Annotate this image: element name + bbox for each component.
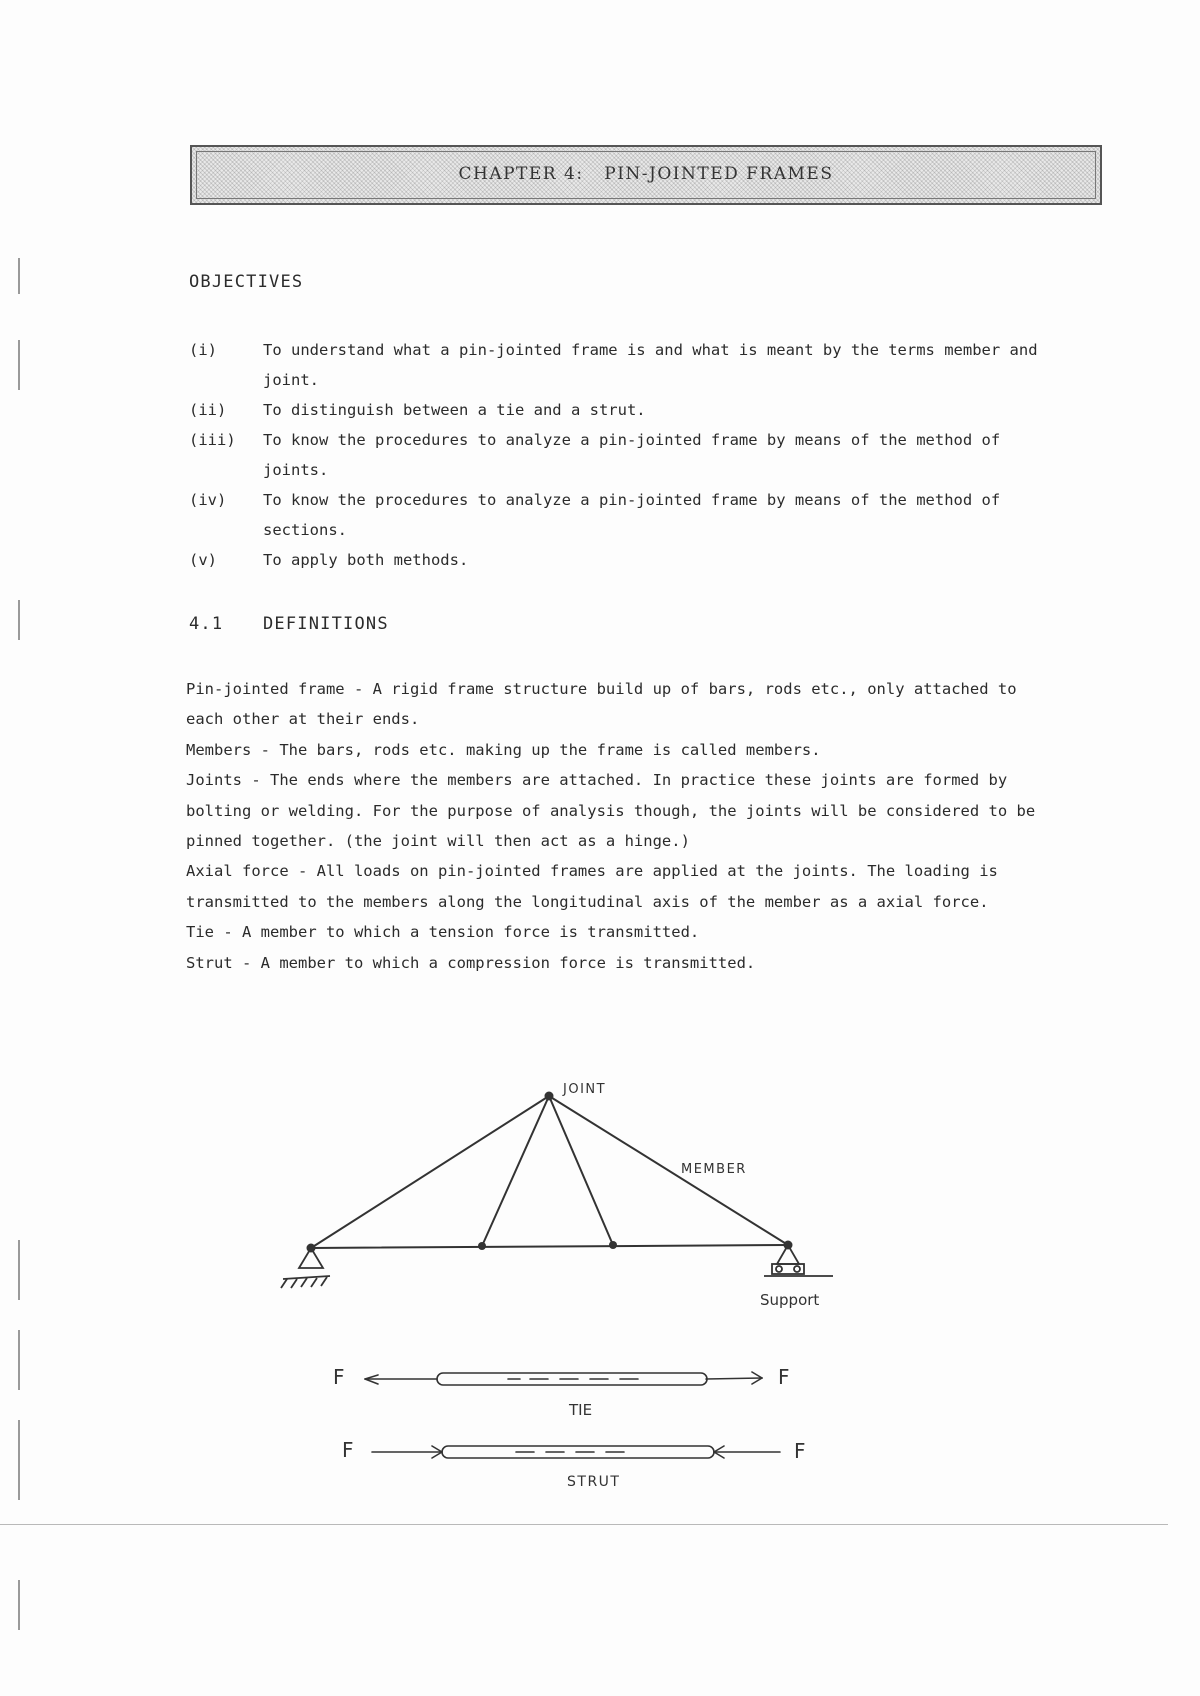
objective-number: (ii): [189, 401, 227, 419]
support-label: Support: [760, 1291, 820, 1309]
section-title: DEFINITIONS: [263, 614, 389, 634]
definition-members: Members - The bars, rods etc. making up the frame is called members.: [186, 740, 821, 759]
scan-edge-mark: [18, 340, 20, 390]
section-number: 4.1: [189, 614, 224, 634]
tie-label: TIE: [569, 1401, 593, 1419]
chapter-title: CHAPTER 4: PIN-JOINTED FRAMES: [458, 164, 834, 184]
scan-edge-mark: [18, 1580, 20, 1630]
objective-item: [189, 425, 1069, 485]
objective-text: To distinguish between a tie and a strut.: [263, 401, 646, 419]
member-label: MEMBER: [681, 1162, 747, 1177]
joint-node: [545, 1092, 554, 1101]
objective-number: (iii): [189, 431, 236, 449]
objective-number: (v): [189, 551, 217, 569]
objective-text: To know the procedures to analyze a pin-jointed frame by means of the method of sections.: [263, 491, 1001, 539]
joint-label: JOINT: [563, 1082, 607, 1097]
objective-item: [189, 545, 1069, 575]
definition-strut: Strut - A member to which a compression force is transmitted.: [186, 953, 756, 972]
tie-force-left: F: [333, 1365, 345, 1389]
scan-edge-mark: [18, 600, 20, 640]
definitions-block: [186, 674, 1046, 978]
chapter-title-box: [190, 145, 1102, 205]
truss-right-rafter: [549, 1096, 788, 1245]
objectives-list: [189, 335, 1069, 575]
objective-item: [189, 335, 1069, 395]
definition-axial-force: Axial force - All loads on pin-jointed frames are applied at the joints. The loading is transmitted to the members along the longitudinal axis of the member as a axial force.: [186, 862, 998, 911]
objective-text: To understand what a pin-jointed frame is and what is meant by the terms member and joint.: [263, 341, 1038, 389]
section-heading: [189, 614, 389, 634]
definition-tie: Tie - A member to which a tension force is transmitted.: [186, 923, 700, 942]
objective-text: To apply both methods.: [263, 551, 469, 569]
tie-force-right: F: [778, 1365, 790, 1389]
truss-figure: [0, 1040, 1200, 1520]
definition-joints: Joints - The ends where the members are attached. In practice these joints are formed by bolting or welding. For the purpose of analysis though, the joints will be considered to be pinned together. (the joint will then act as a hinge.): [186, 771, 1036, 851]
objectives-heading: OBJECTIVES: [189, 272, 304, 292]
scan-edge-mark: [18, 258, 20, 294]
joint-node: [478, 1242, 486, 1250]
joint-node: [609, 1241, 617, 1249]
objective-item: [189, 395, 1069, 425]
definition-pin-jointed-frame: Pin-jointed frame - A rigid frame structure build up of bars, rods etc., only attached to each other at their ends.: [186, 680, 1017, 729]
objective-number: (i): [189, 341, 217, 359]
strut-force-left: F: [342, 1438, 354, 1462]
pin-support-icon: [281, 1248, 330, 1288]
strut-member-sketch: [372, 1446, 780, 1458]
roller-support-icon: [764, 1245, 833, 1276]
strut-force-right: F: [794, 1439, 806, 1463]
truss-left-rafter: [311, 1096, 549, 1248]
truss-bottom-chord: [311, 1245, 788, 1248]
objective-number: (iv): [189, 491, 227, 509]
objective-text: To know the procedures to analyze a pin-jointed frame by means of the method of joints.: [263, 431, 1001, 479]
truss-right-web: [549, 1096, 613, 1245]
page-fold-line: [0, 1524, 1168, 1525]
objective-item: [189, 485, 1069, 545]
strut-label: STRUT: [567, 1474, 621, 1490]
tie-member-sketch: [365, 1372, 762, 1385]
